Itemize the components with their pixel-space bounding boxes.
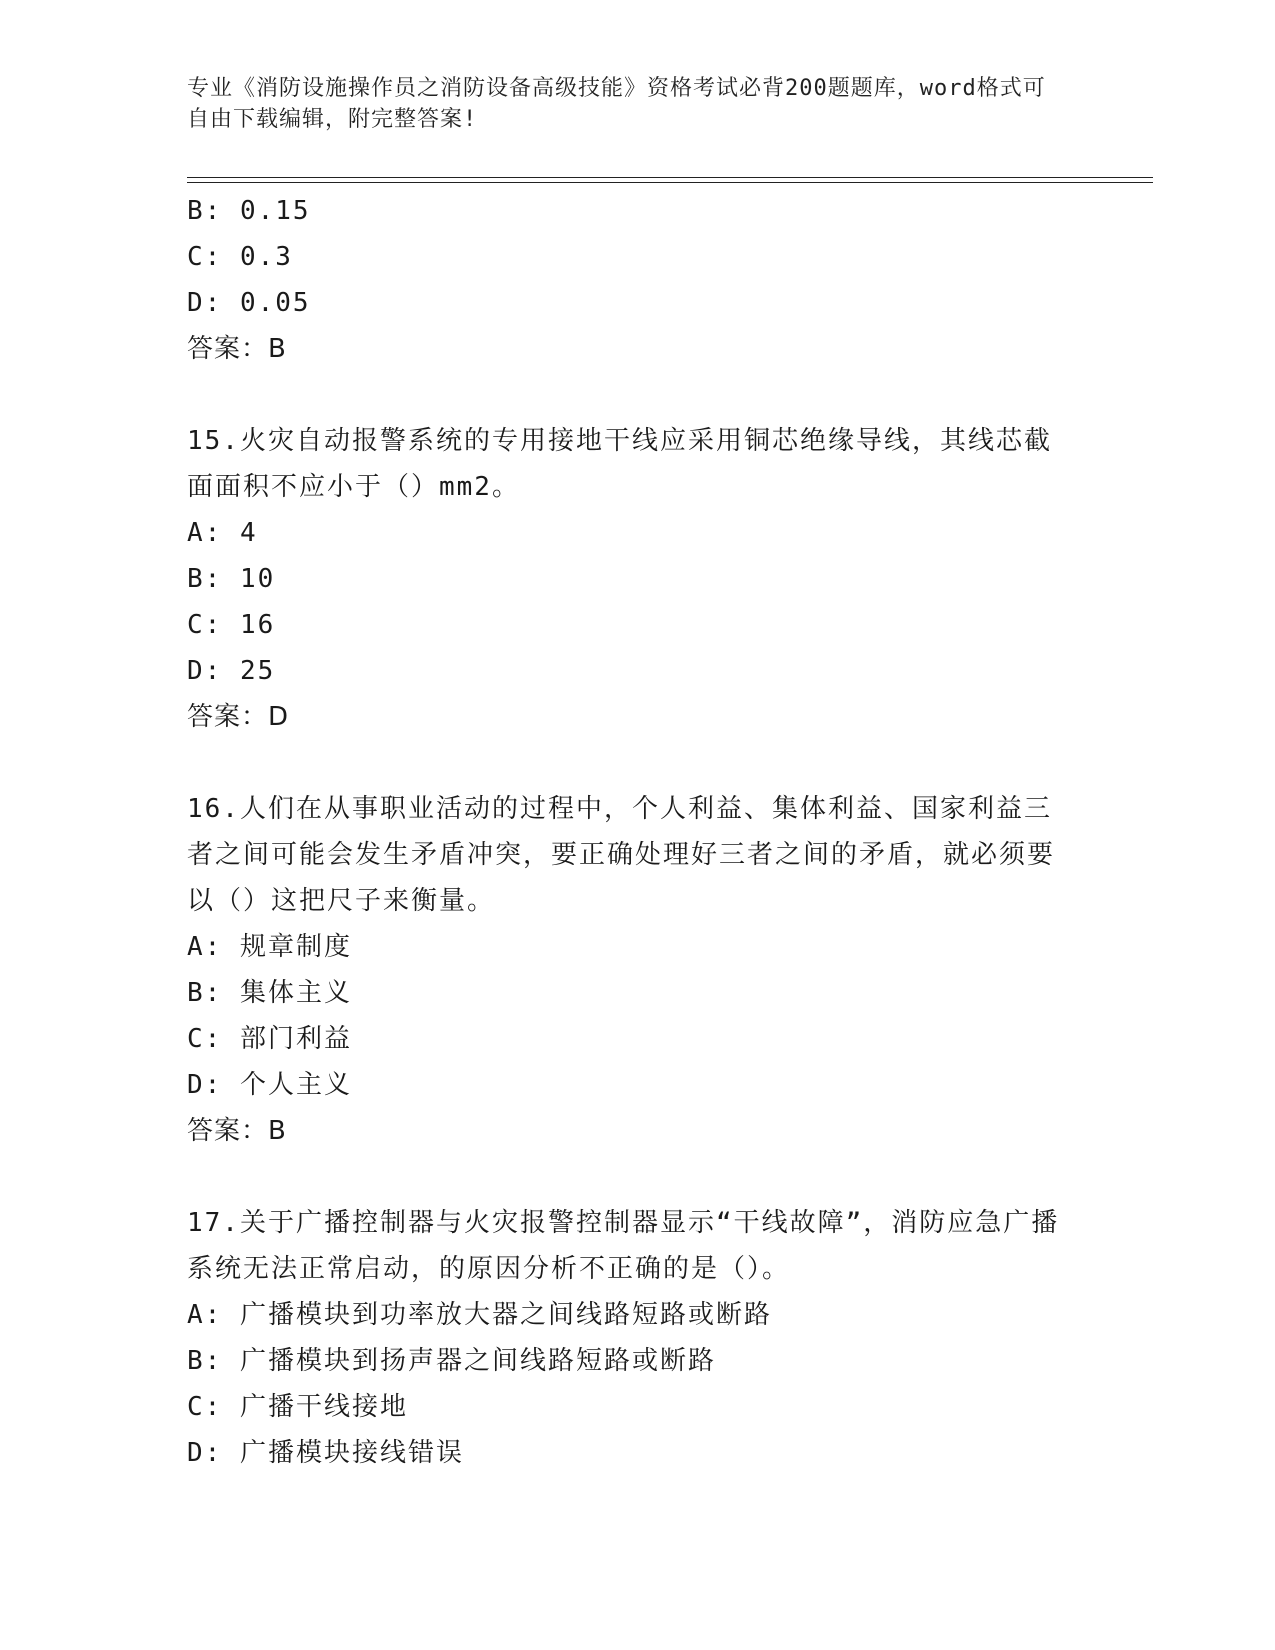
spacer: [187, 372, 1087, 418]
prev-question: [187, 188, 1087, 372]
option-c: C: 广播干线接地: [187, 1392, 408, 1422]
option-c: C: 16: [187, 610, 276, 640]
option-a: A: 4: [187, 518, 258, 548]
question-stem: 17.关于广播控制器与火灾报警控制器显示“干线故障”，消防应急广播系统无法正常启动，的原因分析不正确的是（）。: [187, 1208, 1060, 1284]
spacer: [187, 1154, 1087, 1200]
option-c: C: 部门利益: [187, 1024, 352, 1054]
question-stem: 15.火灾自动报警系统的专用接地干线应采用铜芯绝缘导线，其线芯截面面积不应小于（）mm2。: [187, 426, 1052, 502]
option-d: D: 个人主义: [187, 1070, 352, 1100]
option-b: B: 广播模块到扬声器之间线路短路或断路: [187, 1346, 716, 1376]
question-15: [187, 418, 1087, 740]
answer-line: 答案：B: [187, 1116, 287, 1146]
question-stem: 16.人们在从事职业活动的过程中，个人利益、集体利益、国家利益三者之间可能会发生矛盾冲突，要正确处理好三者之间的矛盾，就必须要以（）这把尺子来衡量。: [187, 794, 1056, 916]
answer-line: 答案：B: [187, 334, 287, 364]
header-rule-bottom: [187, 182, 1153, 183]
option-c: C: 0.3: [187, 242, 293, 272]
document-content: [187, 188, 1087, 1476]
option-a: A: 规章制度: [187, 932, 352, 962]
document-header: 专业《消防设施操作员之消防设备高级技能》资格考试必背200题题库，word格式可自由下载编辑，附完整答案!: [187, 76, 1046, 132]
option-b: B: 10: [187, 564, 276, 594]
question-17: [187, 1200, 1087, 1476]
option-a: A: 广播模块到功率放大器之间线路短路或断路: [187, 1300, 772, 1330]
spacer: [187, 740, 1087, 786]
option-d: D: 广播模块接线错误: [187, 1438, 464, 1468]
question-16: [187, 786, 1087, 1154]
answer-line: 答案：D: [187, 702, 290, 732]
option-d: D: 25: [187, 656, 276, 686]
header-rule-top: [187, 177, 1153, 178]
option-b: B: 0.15: [187, 196, 311, 226]
option-d: D: 0.05: [187, 288, 311, 318]
option-b: B: 集体主义: [187, 978, 352, 1008]
